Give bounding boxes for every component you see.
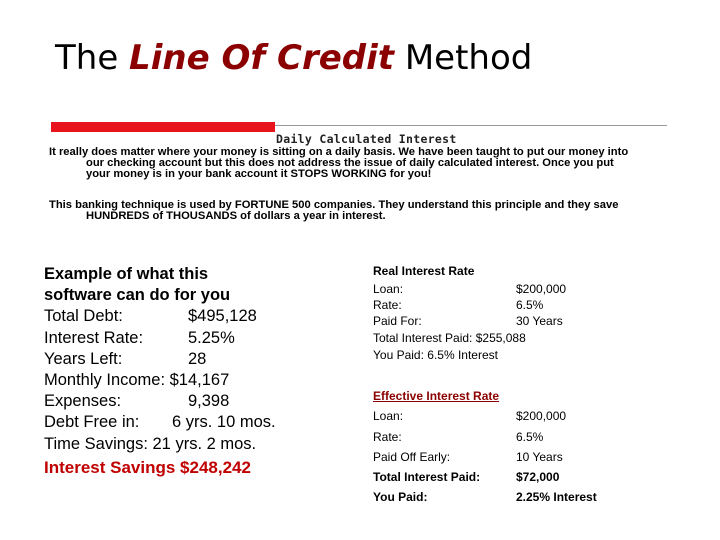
real-loan-label: Loan: — [373, 282, 404, 296]
real-interest-heading: Real Interest Rate — [373, 264, 475, 278]
divider-line — [275, 125, 667, 126]
example-row: Interest Rate: 5.25% — [44, 328, 235, 347]
interest-savings: Interest Savings $248,242 — [44, 457, 251, 477]
eff-total-label: Total Interest Paid: — [373, 470, 481, 484]
paragraph-fortune-500: This banking technique is used by FORTUNE 500 companies. They understand this principle and they save HUNDREDS of THOUSANDS of dollars a year in interest. — [49, 199, 619, 222]
example-row: Expenses: 9,398 — [44, 392, 230, 411]
example-row: Years Left: 28 — [44, 349, 207, 368]
eff-you-paid-value: 2.25% Interest — [516, 490, 597, 504]
example-heading-2: software can do for you — [44, 286, 231, 305]
real-total-interest: Total Interest Paid: $255,088 — [373, 331, 526, 345]
comparison-panel — [373, 264, 673, 514]
eff-loan-value: $200,000 — [516, 409, 567, 423]
real-rate-label: Rate: — [373, 298, 402, 312]
title-emphasis: Line Of Credit — [129, 38, 395, 78]
paragraph-daily-interest: It really does matter where your money is sitting on a daily basis. We have been taught to put our money into our checking account but this does not address the issue of daily calculated interest. Once you put your money is in your bank account it STOPS WORKING for you! — [49, 146, 629, 180]
example-row: Debt Free in: 6 yrs. 10 mos. — [44, 413, 276, 432]
example-heading-1: Example of what this — [44, 265, 209, 283]
real-you-paid: You Paid: 6.5% Interest — [373, 348, 498, 362]
example-row: Total Debt: $495,128 — [44, 307, 257, 326]
slide-title: The Line Of Credit Method — [55, 38, 533, 78]
real-rate-value: 6.5% — [516, 298, 544, 312]
eff-loan-label: Loan: — [373, 409, 404, 423]
eff-you-paid-label: You Paid: — [373, 490, 428, 504]
eff-rate-value: 6.5% — [516, 430, 544, 444]
real-paid-for-value: 30 Years — [516, 314, 563, 328]
eff-paid-off-label: Paid Off Early: — [373, 450, 451, 464]
eff-total-value: $72,000 — [516, 470, 560, 484]
real-loan-value: $200,000 — [516, 282, 567, 296]
example-panel — [44, 264, 276, 478]
real-paid-for-label: Paid For: — [373, 314, 422, 328]
eff-paid-off-value: 10 Years — [516, 450, 563, 464]
red-accent-bar — [51, 122, 275, 132]
subtitle: Daily Calculated Interest — [276, 132, 457, 146]
eff-rate-label: Rate: — [373, 430, 402, 444]
example-row: Time Savings: 21 yrs. 2 mos. — [44, 434, 257, 453]
effective-interest-heading: Effective Interest Rate — [373, 389, 500, 403]
example-row: Monthly Income: $14,167 — [44, 370, 230, 389]
